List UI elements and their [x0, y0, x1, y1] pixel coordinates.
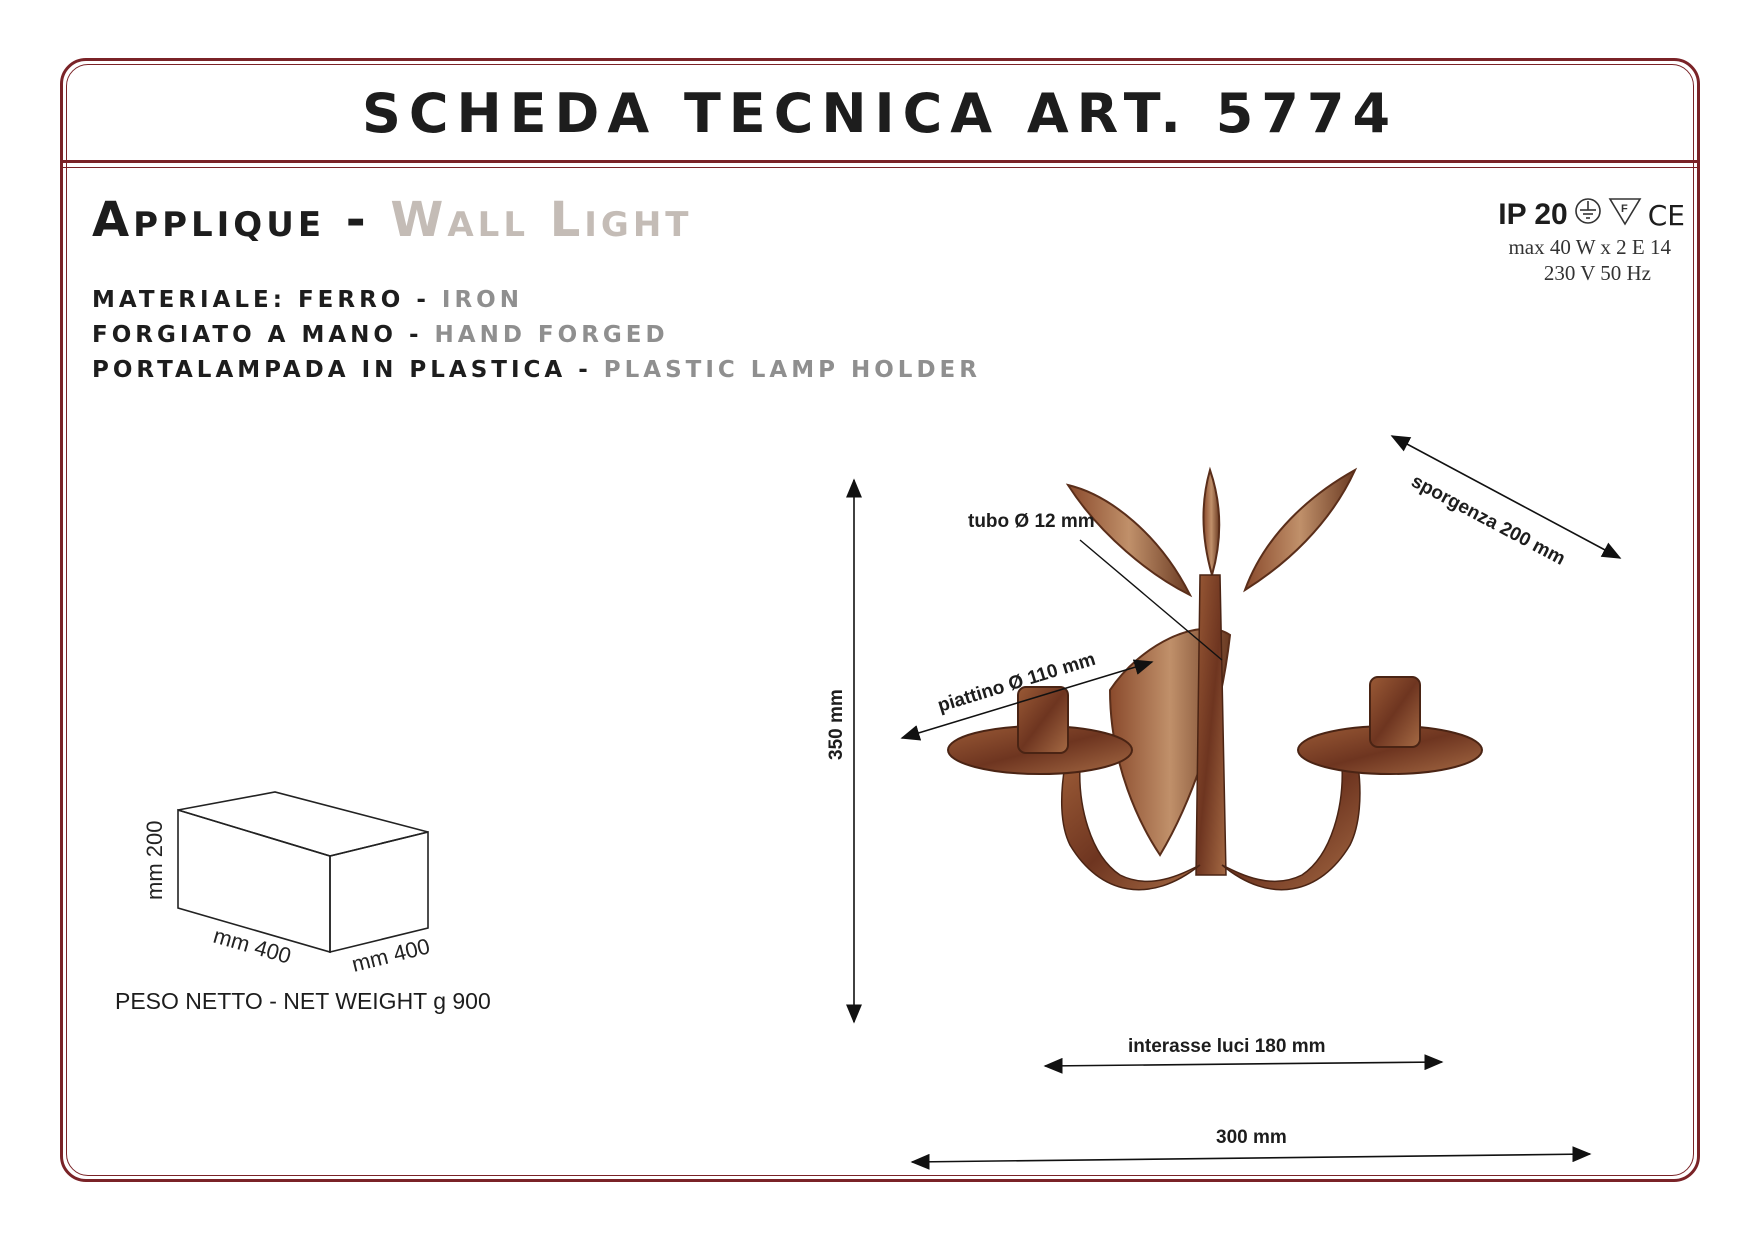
height-dimension-label: 350 mm [826, 689, 847, 760]
spec-material-it: MATERIALE: FERRO - [92, 287, 442, 313]
width-dimension-arrow [912, 1154, 1590, 1162]
net-weight: PESO NETTO - NET WEIGHT g 900 [115, 988, 491, 1014]
product-title-italian: Applique - [92, 192, 391, 248]
ce-mark-icon: CE [1647, 198, 1685, 232]
spec-forging-en: HAND FORGED [434, 322, 669, 348]
box-height-label: mm 200 [142, 820, 167, 900]
document-title: SCHEDA TECNICA ART. 5774 [361, 82, 1399, 145]
spec-material-en: IRON [441, 287, 523, 313]
svg-text:F: F [1620, 203, 1628, 215]
spec-forging-it: FORGIATO A MANO - [92, 322, 435, 348]
spec-lamp-holder-en: PLASTIC LAMP HOLDER [603, 357, 981, 383]
ip-rating: IP 20 [1498, 198, 1568, 231]
tube-dimension-label: tubo Ø 12 mm [968, 511, 1095, 532]
box-depth-label: mm 400 [349, 933, 433, 977]
spacing-dimension-label: interasse luci 180 mm [1128, 1036, 1326, 1057]
plate-dimension-label: piattino Ø 110 mm [935, 648, 1098, 717]
voltage-rating: 230 V 50 Hz [1543, 261, 1651, 285]
tube-leader-line [1080, 540, 1222, 660]
width-dimension-label: 300 mm [1216, 1127, 1287, 1148]
spec-lamp-holder-it: PORTALAMPADA IN PLASTICA - [92, 357, 604, 383]
box-length-label: mm 400 [210, 922, 294, 969]
projection-dimension-label: sporgenza 200 mm [1407, 470, 1569, 570]
product-title-english: Wall Light [390, 192, 693, 248]
spacing-dimension-arrow [1045, 1062, 1442, 1066]
power-rating: max 40 W x 2 E 14 [1508, 235, 1671, 259]
